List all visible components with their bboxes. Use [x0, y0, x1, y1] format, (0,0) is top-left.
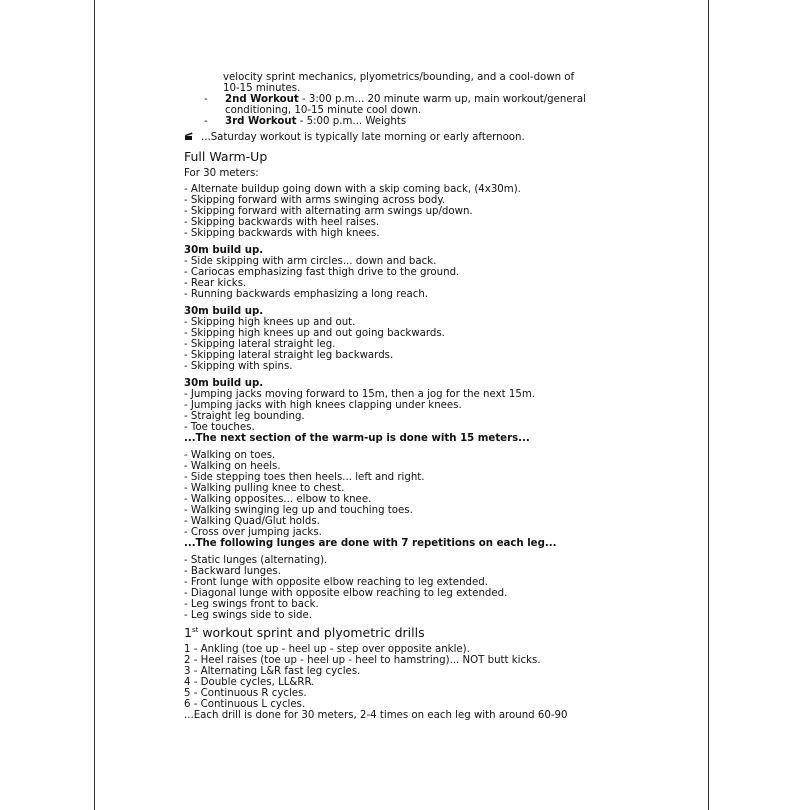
warmup-group-1 — [184, 184, 624, 239]
build-up-heading: 30m build up. — [184, 245, 264, 256]
build-up-heading: 30m build up. — [184, 306, 264, 317]
workout-name: 3rd Workout — [225, 116, 297, 127]
workout-item-2nd — [184, 94, 624, 116]
intro-line: velocity sprint mechanics, plyometrics/bounding, and a cool-down of — [223, 72, 575, 83]
intro-line: 10-15 minutes. — [223, 83, 301, 94]
list-item: - Walking swinging leg up and touching toes. — [184, 505, 413, 516]
build-up-group-2 — [184, 306, 624, 372]
list-item: - Backward lunges. — [184, 566, 281, 577]
list-item: - Skipping lateral straight leg. — [184, 339, 336, 350]
list-item: - Walking on toes. — [184, 450, 276, 461]
list-item: - Jumping jacks with high knees clapping under knees. — [184, 400, 462, 411]
section-title-drills — [184, 626, 624, 640]
warmup-subtitle: For 30 meters: — [184, 168, 259, 179]
list-item: - Side stepping toes then heels... left and right. — [184, 472, 425, 483]
build-up-group-1 — [184, 245, 624, 300]
drills-list — [184, 644, 624, 721]
document-page — [94, 0, 709, 810]
list-item: - Front lunge with opposite elbow reaching to leg extended. — [184, 577, 488, 588]
list-item: - Walking pulling knee to chest. — [184, 483, 345, 494]
list-item: 3 - Alternating L&R fast leg cycles. — [184, 666, 361, 677]
list-item: - Skipping high knees up and out. — [184, 317, 356, 328]
list-item: 1 - Ankling (toe up - heel up - step over opposite ankle). — [184, 644, 470, 655]
list-item: - Leg swings side to side. — [184, 610, 313, 621]
drills-title-num: 1 — [184, 625, 192, 640]
list-dash: - — [204, 94, 208, 105]
list-item: - Skipping backwards with heel raises. — [184, 217, 380, 228]
list-item: - Diagonal lunge with opposite elbow reaching to leg extended. — [184, 588, 508, 599]
list-item: - Side skipping with arm circles... down and back. — [184, 256, 437, 267]
list-item: - Walking on heels. — [184, 461, 281, 472]
list-item: 5 - Continuous R cycles. — [184, 688, 307, 699]
list-item: - Walking opposites... elbow to knee. — [184, 494, 372, 505]
list-item: - Walking Quad/Glut holds. — [184, 516, 320, 527]
lunges-heading: ...The following lunges are done with 7 repetitions on each leg... — [184, 538, 557, 549]
clapper-icon — [184, 132, 201, 145]
list-item: 4 - Double cycles, LL&RR. — [184, 677, 315, 688]
workout-detail: - 5:00 p.m... Weights — [296, 116, 407, 127]
list-item: - Running backwards emphasizing a long reach. — [184, 289, 429, 300]
build-up-group-3 — [184, 378, 624, 444]
workout-item-3rd — [184, 116, 624, 127]
list-item: 6 - Continuous L cycles. — [184, 699, 306, 710]
list-item: - Skipping forward with alternating arm swings up/down. — [184, 206, 473, 217]
list-item: - Cariocas emphasizing fast thigh drive to the ground. — [184, 267, 460, 278]
lunges-group — [184, 555, 624, 621]
saturday-note — [184, 132, 624, 145]
document-content — [184, 72, 624, 721]
list-item: - Rear kicks. — [184, 278, 247, 289]
list-item: - Cross over jumping jacks. — [184, 527, 322, 538]
list-item: - Static lunges (alternating). — [184, 555, 328, 566]
build-up-heading: 30m build up. — [184, 378, 264, 389]
list-item: - Toe touches. — [184, 422, 255, 433]
list-item: - Skipping with spins. — [184, 361, 293, 372]
list-item: - Skipping backwards with high knees. — [184, 228, 380, 239]
list-item: - Jumping jacks moving forward to 15m, then a jog for the next 15m. — [184, 389, 535, 400]
workout-name: 2nd Workout — [225, 94, 299, 105]
list-item: - Skipping lateral straight leg backwards. — [184, 350, 394, 361]
drills-title-sup: st — [191, 626, 199, 634]
saturday-note-text: ...Saturday workout is typically late morning or early afternoon. — [201, 132, 525, 143]
list-item: 2 - Heel raises (toe up - heel up - heel to hamstring)... NOT butt kicks. — [184, 655, 541, 666]
list-item: - Alternate buildup going down with a skip coming back, (4x30m). — [184, 184, 521, 195]
section-15m-group — [184, 450, 624, 549]
list-item: - Skipping high knees up and out going backwards. — [184, 328, 445, 339]
workout-detail-cont: conditioning, 10-15 minute cool down. — [225, 105, 422, 116]
workout-detail: - 3:00 p.m... 20 minute warm up, main workout/general — [298, 94, 586, 105]
section-title-warmup: Full Warm-Up — [184, 149, 268, 164]
list-item: - Leg swings front to back. — [184, 599, 319, 610]
list-item: - Straight leg bounding. — [184, 411, 305, 422]
list-item: - Skipping forward with arms swinging across body. — [184, 195, 446, 206]
drills-title-rest: workout sprint and plyometric drills — [198, 625, 425, 640]
drills-footer: ...Each drill is done for 30 meters, 2-4 times on each leg with around 60-90 — [184, 710, 568, 721]
list-dash: - — [204, 116, 208, 127]
section-15m-heading: ...The next section of the warm-up is done with 15 meters... — [184, 433, 530, 444]
